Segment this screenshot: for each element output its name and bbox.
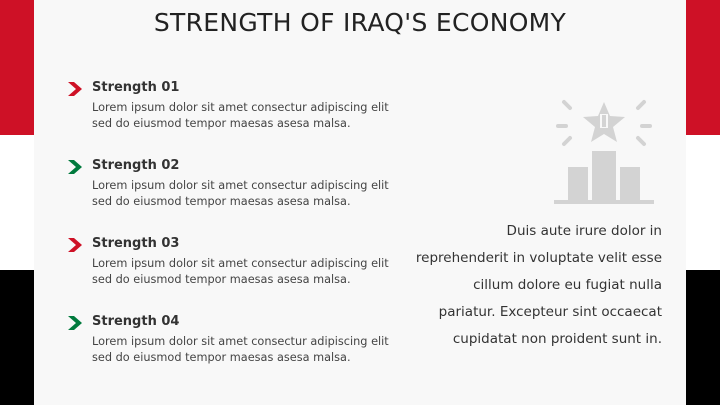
strength-title: Strength 04 [92,314,180,329]
podium-star-icon [554,96,654,206]
strength-title: Strength 02 [92,158,180,173]
slide-card [34,0,686,405]
strength-description: Lorem ipsum dolor sit amet consectur adipiscing elit sed do eiusmod tempor maesas asesa malsa. [92,101,389,130]
chevron-right-icon [68,238,84,252]
strength-description: Lorem ipsum dolor sit amet consectur adipiscing elit sed do eiusmod tempor maesas asesa malsa. [92,179,389,208]
slide-title: STRENGTH OF IRAQ'S ECONOMY [153,8,567,37]
chevron-right-icon [68,82,84,96]
strength-description: Lorem ipsum dolor sit amet consectur adipiscing elit sed do eiusmod tempor maesas asesa malsa. [92,335,389,364]
chevron-right-icon [68,316,84,330]
strength-title: Strength 01 [92,80,180,95]
strength-title: Strength 03 [92,236,180,251]
chevron-right-icon [68,160,84,174]
side-paragraph: Duis aute irure dolor in reprehenderit in voluptate velit esse cillum dolore eu fugiat nulla pariatur. Excepteur sint occaecat cupidatat non proident sunt in. [415,223,662,347]
strength-description: Lorem ipsum dolor sit amet consectur adipiscing elit sed do eiusmod tempor maesas asesa malsa. [92,257,389,286]
